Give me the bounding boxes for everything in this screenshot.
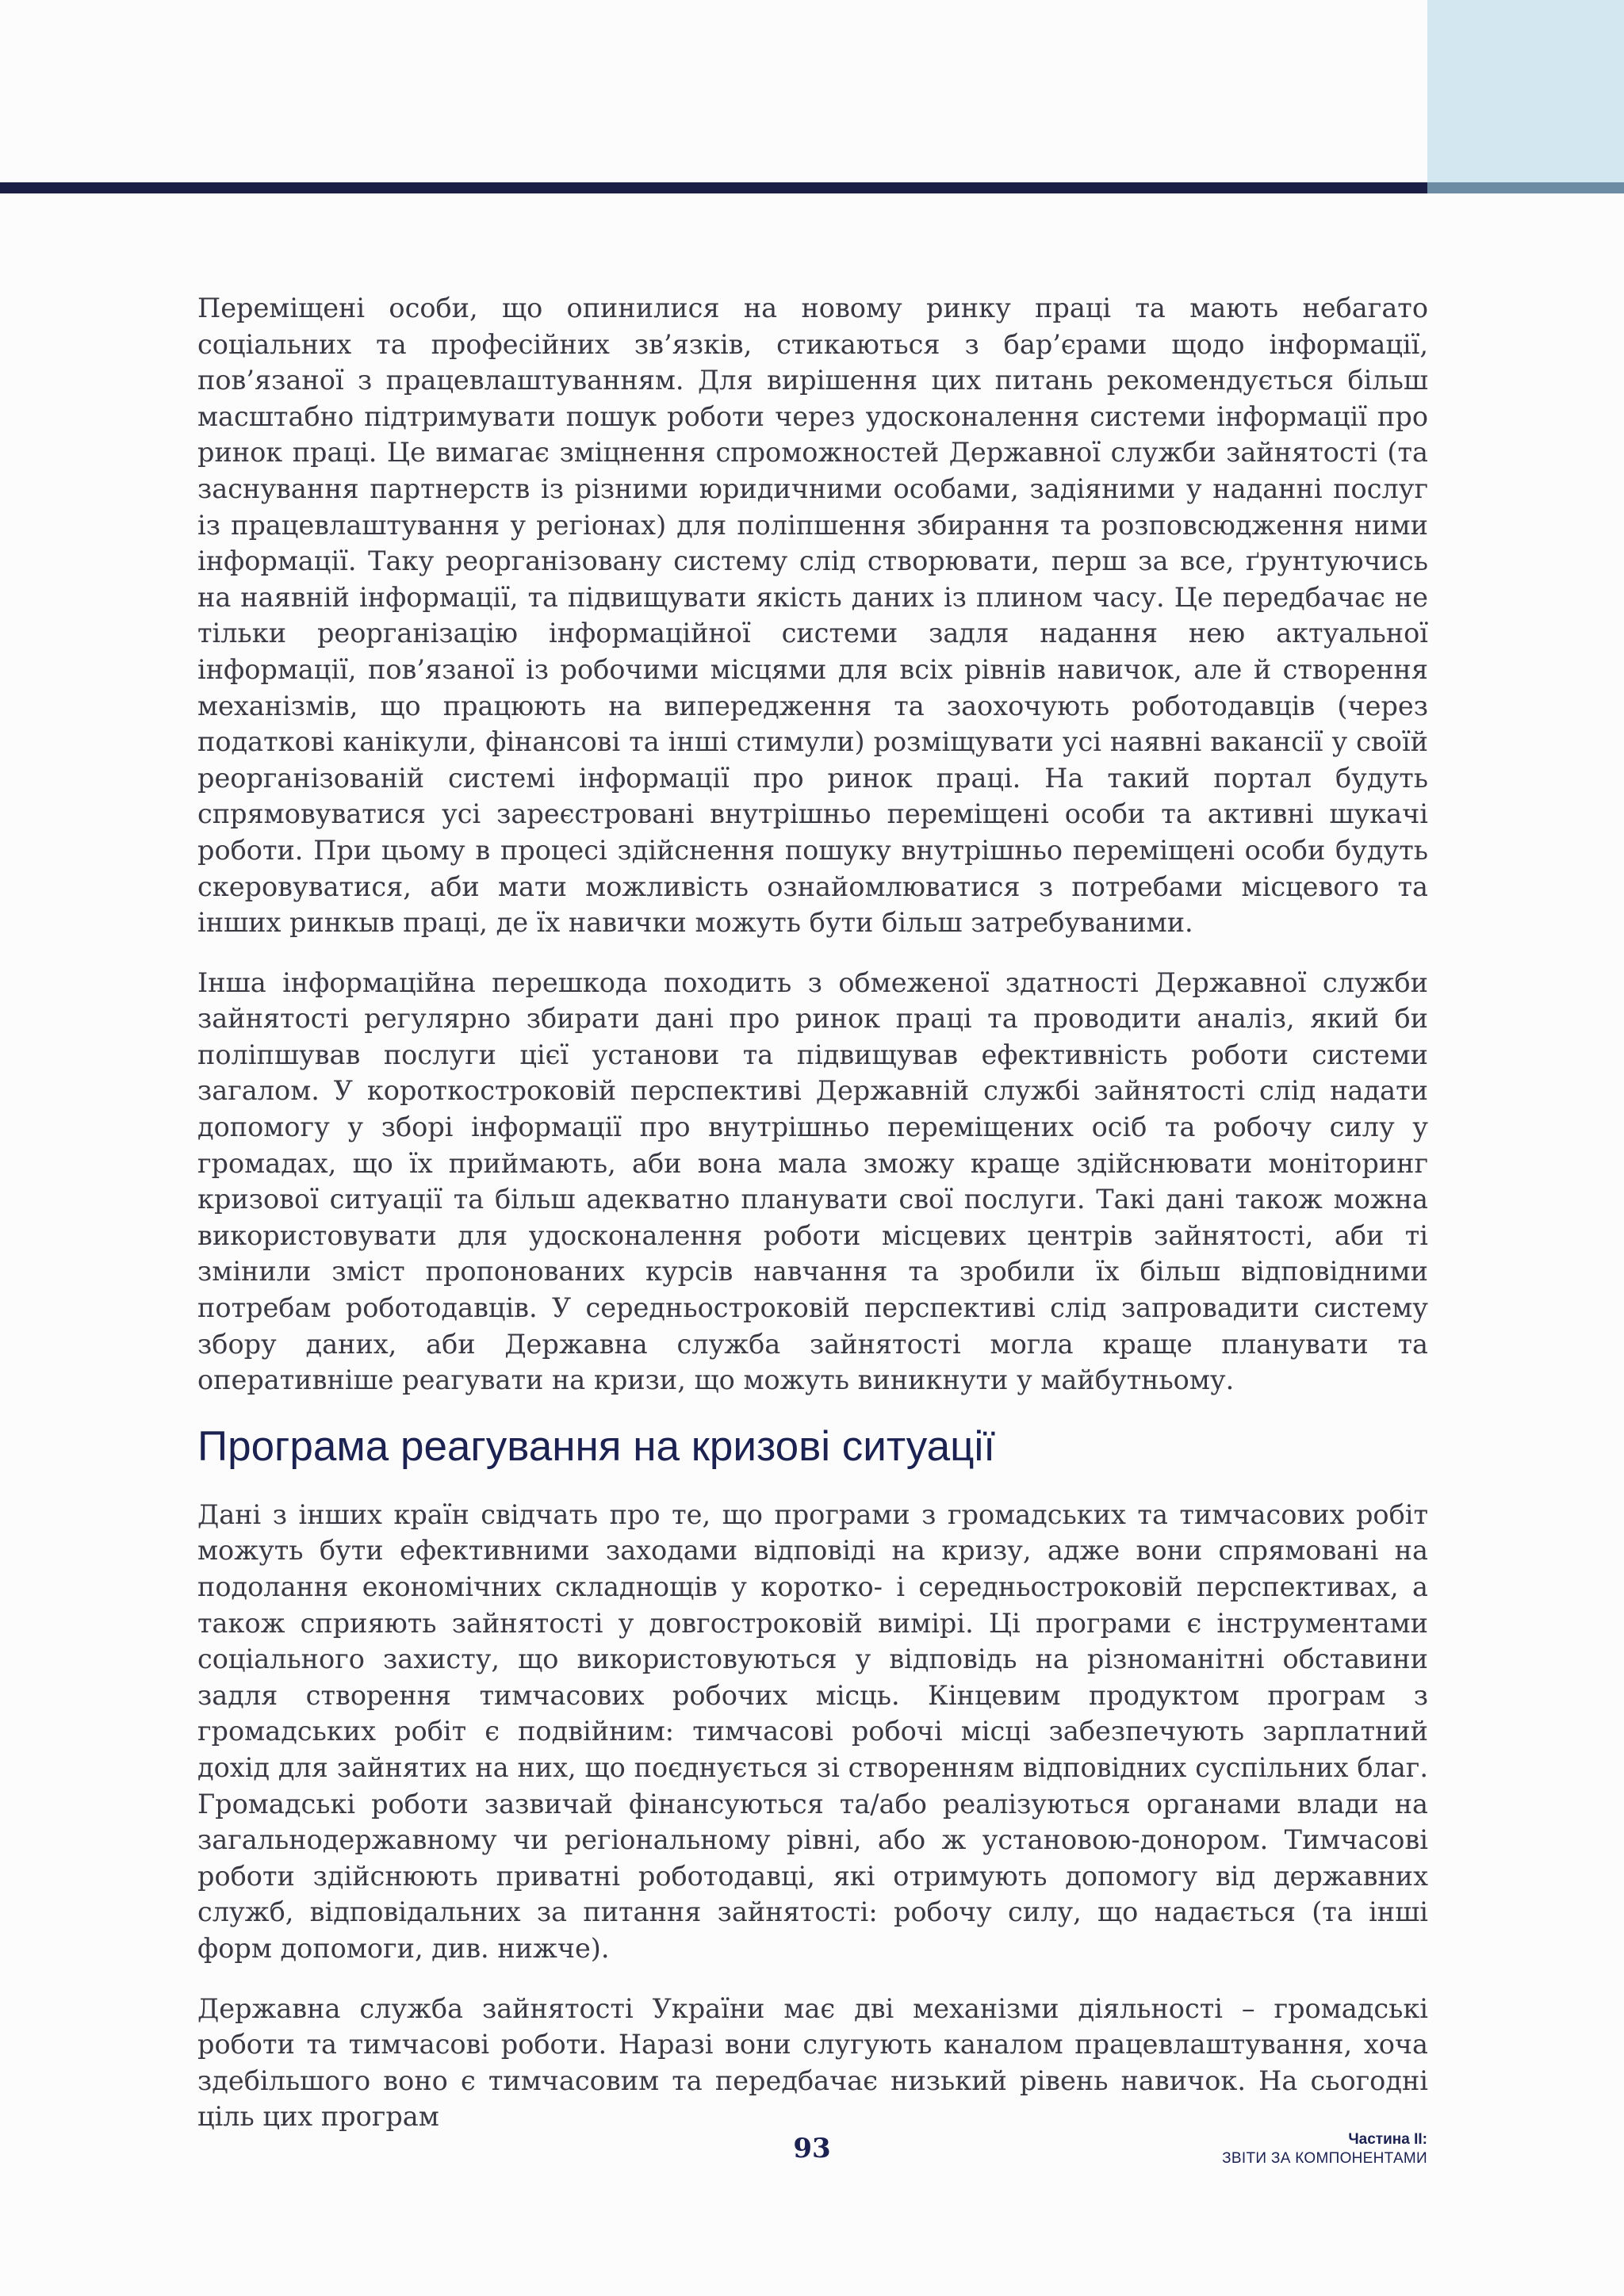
header-rule xyxy=(0,182,1427,193)
header-band xyxy=(0,0,1427,182)
footer-section-label xyxy=(1222,2130,1427,2168)
page-number: 93 xyxy=(793,2133,831,2164)
header-corner-accent xyxy=(1427,0,1624,182)
body-paragraph-4: Державна служба зайнятості України має дві механізми діяльності – громадські роботи та тимчасові роботи. Наразі вони слугують каналом працевлаштування, хоча здебільшого воно є тимчасовим та передбачає низький рівень навичок. На сьогодні ціль цих програм xyxy=(197,1992,1428,2133)
section-heading: Програма реагування на кризові ситуації xyxy=(197,1422,996,1470)
body-paragraph-3: Дані з інших країн свідчать про те, що програми з громадських та тимчасових робіт можуть бути ефективними заходами відповіді на кризу, адже вони спрямовані на подолання економічних складнощів у коротко- і середньостроковій перспективах, а також сприяють зайнятості у довгостроковій вимірі. Ці програми є інструментами соціального захисту, що використовуються у відповідь на різноманітні обставини задля створення тимчасових робочих місць. Кінцевим продуктом програм з громадських робіт є подвійним: тимчасові робочі місці забезпечують зарплатний дохід для зайнятих на них, що поєднується зі створенням відповідних суспільних благ. Громадські роботи зазвичай фінансуються та/або реалізуються органами влади на загальнодержавному чи регіональному рівні, або ж установою-донором. Тимчасові роботи здійснюють приватні роботодавці, які отримують допомогу від державних служб, відповідальних за питання зайнятості: робочу силу, що надається (та інші форм допомоги, див. нижче). xyxy=(197,1498,1428,1964)
footer-part-label: Частина II: xyxy=(1348,2131,1427,2148)
page-body xyxy=(197,290,1428,2159)
body-paragraph-2: Інша інформаційна перешкода походить з обмеженої здатності Державної служби зайнятості регулярно збирати дані про ринок праці та проводити аналіз, який би поліпшував послуги цієї установи та підвищував ефективність роботи системи загалом. У короткостроковій перспективі Державній службі зайнятості слід надати допомогу у зборі інформації про внутрішньо переміщених осіб та робочу силу у громадах, що їх приймають, аби вона мала зможу краще здійснювати моніторинг кризової ситуації та більш адекватно планувати свої послуги. Такі дані також можна використовувати для удосконалення роботи місцевих центрів зайнятості, аби ті змінили зміст пропонованих курсів навчання та зробили їх більш відповідними потребам роботодавців. У середньостроковій перспективі слід запровадити систему збору даних, аби Державна служба зайнятості могла краще планувати та оперативніше реагувати на кризи, що можуть виникнути у майбутньому. xyxy=(197,966,1428,1396)
header-rule-accent xyxy=(1427,182,1624,193)
footer-part-title: ЗВІТИ ЗА КОМПОНЕНТАМИ xyxy=(1222,2150,1427,2167)
body-paragraph-1: Переміщені особи, що опинилися на новому ринку праці та мають небагато соціальних та професійних зв’язків, стикаються з бар’єрами щодо інформації, пов’язаної з працевлаштуванням. Для вирішення цих питань рекомендується більш масштабно підтримувати пошук роботи через удосконалення системи інформації про ринок праці. Це вимагає зміцнення спроможностей Державної служби зайнятості (та заснування партнерств із різними юридичними особами, задіяними у наданні послуг із працевлаштування у регіонах) для поліпшення збирання та розповсюдження ними інформації. Таку реорганізовану систему слід створювати, перш за все, ґрунтуючись на наявній інформації, та підвищувати якість даних із плином часу. Це передбачає не тільки реорганізацію інформаційної системи задля надання нею актуальної інформації, пов’язаної із робочими місцями для всіх рівнів навичок, але й створення механізмів, що працюють на випередження та заохочують роботодавців (через податкові канікули, фінансові та інші стимули) розміщувати усі наявні вакансії у своїй реорганізованій системі інформації про ринок праці. На такий портал будуть спрямовуватися усі зареєстровані внутрішньо переміщені особи та активні шукачі роботи. При цьому в процесі здійснення пошуку внутрішньо переміщені особи будуть скеровуватися, аби мати можливість ознайомлюватися з потребами місцевого та інших ринкыв праці, де їх навички можуть бути більш затребуваними. xyxy=(197,293,1428,939)
